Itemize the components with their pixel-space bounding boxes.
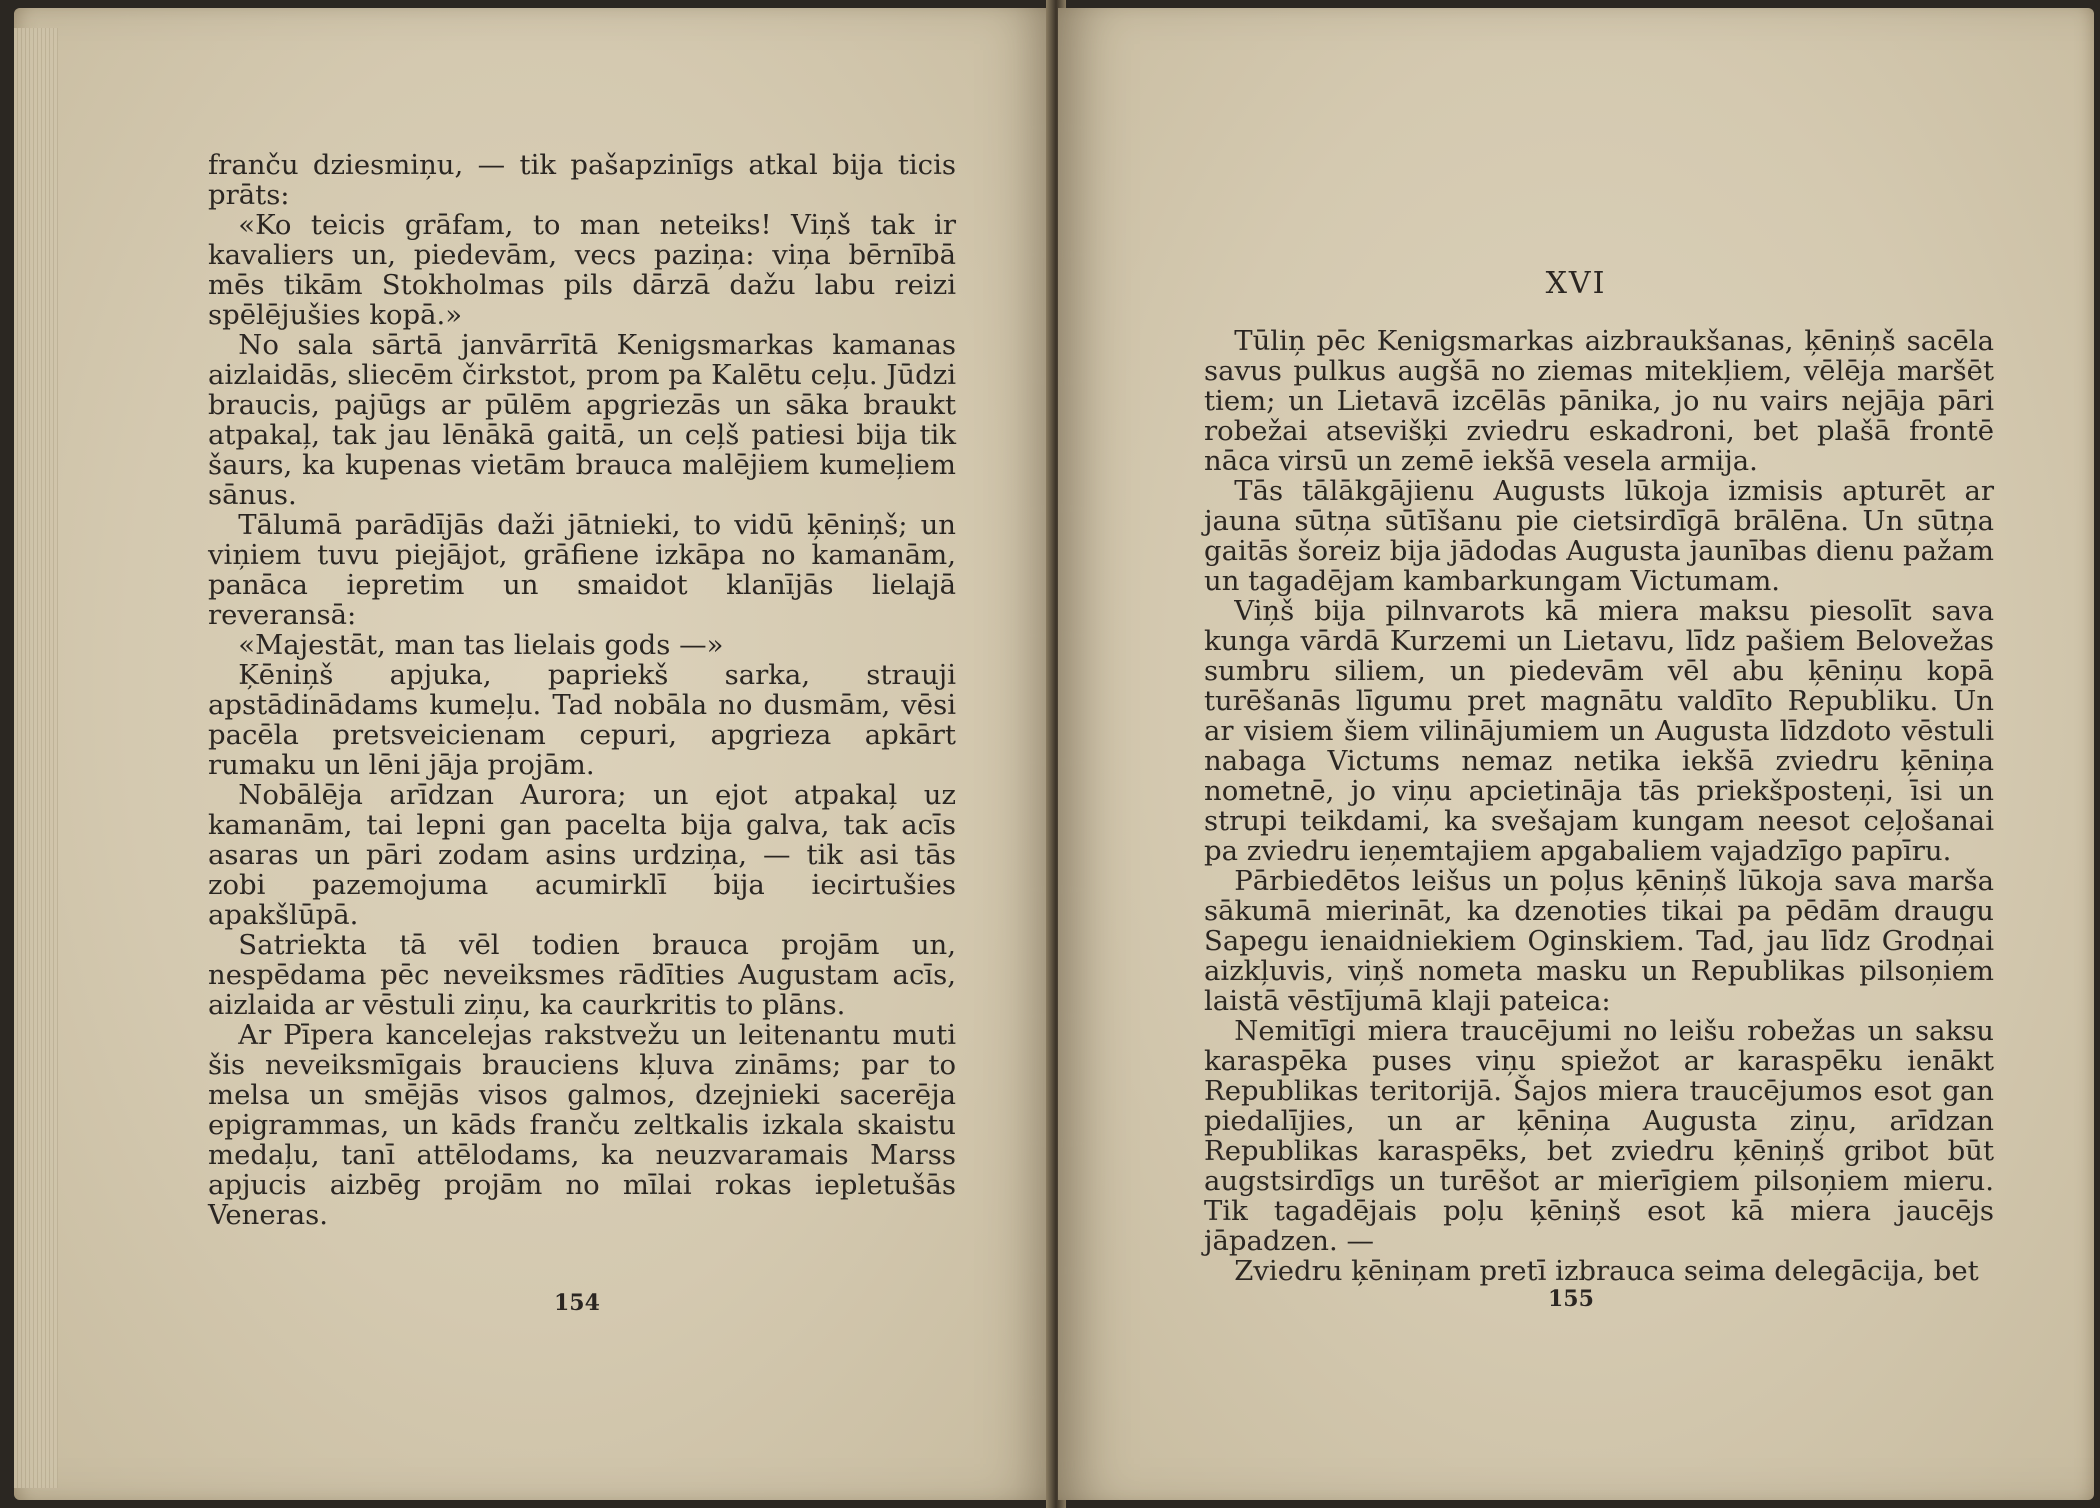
paragraph: «Ko teicis grāfam, to man neteiks! Viņš tak ir kavaliers un, piedevām, vecs paziņa: viņa bērnībā mēs tikām Stokholmas pils dārzā dažu labu reizi spēlējušies kopā.» — [208, 209, 956, 331]
page-number: 155 — [1548, 1286, 1594, 1312]
right-page — [1058, 8, 2094, 1500]
left-page-text — [208, 150, 956, 1230]
paragraph: No sala sārtā janvārrītā Kenigsmarkas kamanas aizlaidās, sliecēm čirkstot, prom pa Kalētu ceļu. Jūdzi braucis, pajūgs ar pūlēm apgriezās un sāka braukt atpakaļ, tak jau lēnākā gaitā, un ceļš patiesi bija tik šaurs, ka kupenas vietām brauca malējiem kumeļiem sānus. — [208, 329, 956, 511]
page-edges — [14, 28, 58, 1488]
right-page-text — [1204, 326, 1994, 1286]
paragraph: Tās tālākgājienu Augusts lūkoja izmisis apturēt ar jauna sūtņa sūtīšanu pie cietsirdīgā brālēna. Un sūtņa gaitās šoreiz bija jādodas Augusta jaunības dienu pažam un tagadējam kambarkungam Victumam. — [1204, 475, 1994, 597]
paragraph: Nemitīgi miera traucējumi no leišu robežas un saksu karaspēka puses viņu spiežot ar karaspēku ienākt Republikas teritorijā. Šajos miera traucējumos esot gan piedalījies, un ar ķēniņa Augusta ziņu, arīdzan Republikas karaspēks, bet zviedru ķēniņš gribot būt augstsirdīgs un turēšot ar mierīgiem pilsoņiem mieru. Tik tagadējais poļu ķēniņš esot kā miera jaucējs jāpadzen. — — [1204, 1015, 1994, 1257]
paragraph: Satriekta tā vēl todien brauca projām un, nespēdama pēc neveiksmes rādīties Augustam acīs, aizlaida ar vēstuli ziņu, ka caurkritis to plāns. — [208, 929, 956, 1021]
chapter-heading: XVI — [1545, 266, 1607, 301]
paragraph: franču dziesmiņu, — tik pašapzinīgs atkal bija ticis prāts: — [208, 149, 956, 211]
paragraph: Viņš bija pilnvarots kā miera maksu piesolīt sava kunga vārdā Kurzemi un Lietavu, līdz pašiem Belovežas sumbru siliem, un piedevām vēl abu ķēniņu kopā turēšanās līgumu pret magnātu valdīto Republiku. Un ar visiem šiem vilinājumiem un Augusta līdzdoto vēstuli nabaga Victums nemaz netika iekšā zviedru ķēniņa nometnē, jo viņu apcietināja tās priekšposteņi, īsi un strupi teikdami, ka svešajam kungam neesot ceļošanai pa zviedru ieņemtajiem apgabaliem vajadzīgo papīru. — [1204, 595, 1994, 867]
paragraph: Nobālēja arīdzan Aurora; un ejot atpakaļ uz kamanām, tai lepni gan pacelta bija galva, tak acīs asaras un pāri zodam asins urdziņa, — tik asi tās zobi pazemojuma acumirklī bija iecirtušies apakšlūpā. — [208, 779, 956, 931]
paragraph: Zviedru ķēniņam pretī izbrauca seima delegācija, bet — [1234, 1255, 1979, 1287]
paragraph: Ķēniņš apjuka, papriekš sarka, strauji apstādinādams kumeļu. Tad nobāla no dusmām, vēsi pacēla pretsveicienam cepuri, apgrieza apkārt rumaku un lēni jāja projām. — [208, 659, 956, 781]
paragraph: «Majestāt, man tas lielais gods —» — [238, 629, 724, 661]
paragraph: Tālumā parādījās daži jātnieki, to vidū ķēniņš; un viņiem tuvu piejājot, grāfiene izkāpa no kamanām, panāca iepretim un smaidot klanījās lielajā reveransā: — [208, 509, 956, 631]
page-number: 154 — [554, 1290, 600, 1316]
paragraph: Pārbiedētos leišus un poļus ķēniņš lūkoja sava marša sākumā mierināt, ka dzenoties tikai pa pēdām draugu Sapegu ienaidniekiem Oginskiem. Tad, jau līdz Grodņai aizkļuvis, viņš nometa masku un Republikas pilsoņiem laistā vēstījumā klaji pateica: — [1204, 865, 1994, 1017]
left-page — [14, 8, 1056, 1500]
paragraph: Tūliņ pēc Kenigsmarkas aizbraukšanas, ķēniņš sacēla savus pulkus augšā no ziemas mitekļiem, vēlēja maršēt tiem; un Lietavā izcēlās pānika, jo nu vairs nejāja pāri robežai atsevišķi zviedru eskadroni, bet plašā frontē nāca virsū un zemē iekšā vesela armija. — [1204, 325, 1994, 477]
paragraph: Ar Pīpera kancelejas rakstvežu un leitenantu muti šis neveiksmīgais brauciens kļuva zināms; par to melsa un smējās visos galmos, dzejnieki sacerēja epigrammas, un kāds franču zeltkalis izkala skaistu medaļu, tanī attēlodams, ka neuzvaramais Marss apjucis aizbēg projām no mīlai rokas iepletušās Veneras. — [208, 1019, 956, 1231]
